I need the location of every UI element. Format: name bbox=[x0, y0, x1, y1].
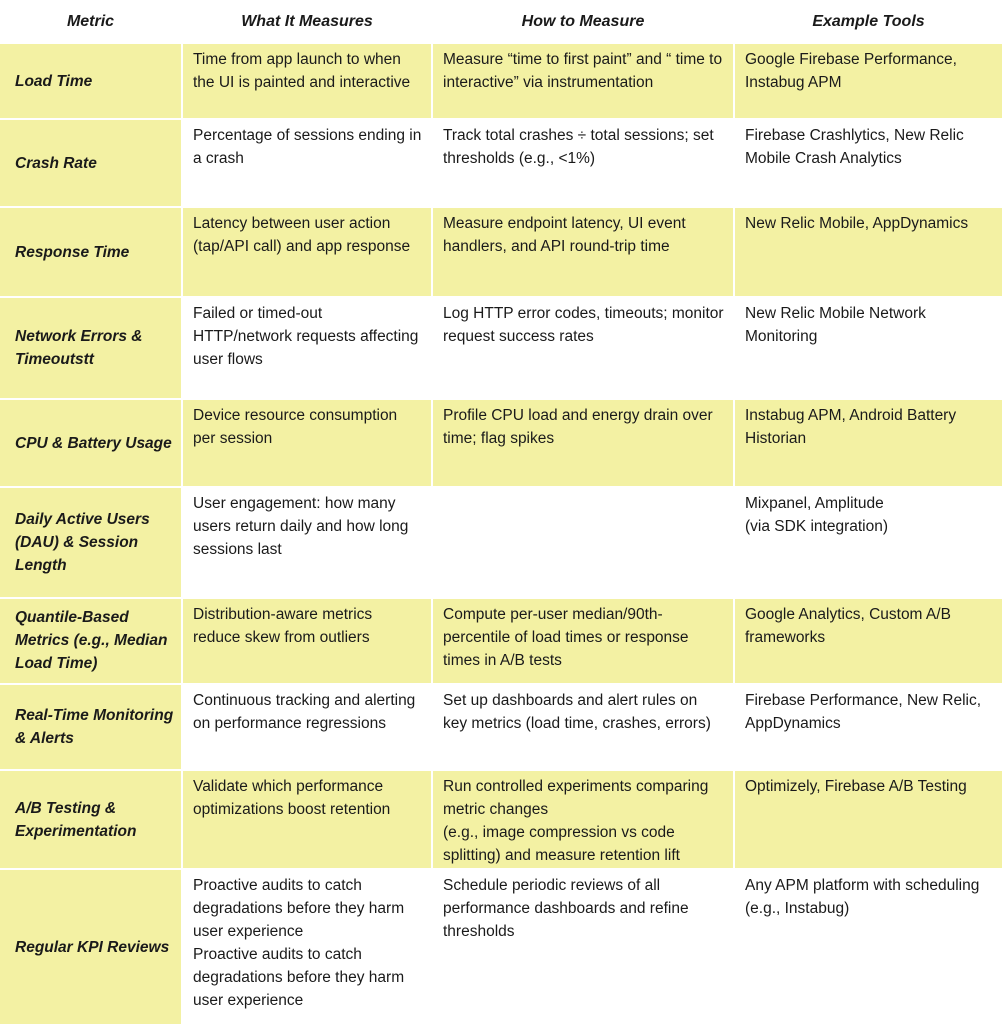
table-row bbox=[0, 207, 1003, 296]
tools-cell: New Relic Mobile Network Monitoring bbox=[734, 297, 1003, 399]
how-cell: Run controlled experiments comparing metric changes (e.g., image compression vs code splitting) and measure retention lift bbox=[432, 770, 734, 869]
metric-cell: Real-Time Monitoring & Alerts bbox=[0, 684, 182, 770]
tools-cell: Google Firebase Performance, Instabug APM bbox=[734, 43, 1003, 119]
table-row bbox=[0, 43, 1003, 119]
tools-cell: Instabug APM, Android Battery Historian bbox=[734, 399, 1003, 487]
how-cell: Profile CPU load and energy drain over time; flag spikes bbox=[432, 399, 734, 487]
how-cell: Compute per-user median/90th-percentile of load times or response times in A/B tests bbox=[432, 598, 734, 684]
table-row bbox=[0, 869, 1003, 1024]
table-row bbox=[0, 684, 1003, 770]
header-how-to-measure: How to Measure bbox=[432, 0, 734, 43]
what-cell: Percentage of sessions ending in a crash bbox=[182, 119, 432, 207]
tools-cell: Firebase Crashlytics, New Relic Mobile Crash Analytics bbox=[734, 119, 1003, 207]
what-cell: Continuous tracking and alerting on performance regressions bbox=[182, 684, 432, 770]
tools-cell: Any APM platform with scheduling (e.g., Instabug) bbox=[734, 869, 1003, 1024]
what-cell: Latency between user action (tap/API call) and app response bbox=[182, 207, 432, 296]
table-row bbox=[0, 487, 1003, 597]
what-cell: Time from app launch to when the UI is painted and interactive bbox=[182, 43, 432, 119]
header-what-it-measures: What It Measures bbox=[182, 0, 432, 43]
metric-cell: A/B Testing & Experimentation bbox=[0, 770, 182, 869]
table-row bbox=[0, 297, 1003, 399]
metric-cell: Quantile-Based Metrics (e.g., Median Load Time) bbox=[0, 598, 182, 684]
what-cell: Failed or timed-out HTTP/network requests affecting user flows bbox=[182, 297, 432, 399]
table-row bbox=[0, 770, 1003, 869]
table-row bbox=[0, 598, 1003, 684]
how-cell: Log HTTP error codes, timeouts; monitor request success rates bbox=[432, 297, 734, 399]
metric-cell: Network Errors & Timeoutstt bbox=[0, 297, 182, 399]
metric-cell: Crash Rate bbox=[0, 119, 182, 207]
header-metric: Metric bbox=[0, 0, 182, 43]
how-cell: Measure “time to first paint” and “ time to interactive” via instrumentation bbox=[432, 43, 734, 119]
header-example-tools: Example Tools bbox=[734, 0, 1003, 43]
what-cell: Validate which performance optimizations boost retention bbox=[182, 770, 432, 869]
how-cell bbox=[432, 487, 734, 597]
metric-cell: CPU & Battery Usage bbox=[0, 399, 182, 487]
metric-cell: Daily Active Users (DAU) & Session Length bbox=[0, 487, 182, 597]
tools-cell: New Relic Mobile, AppDynamics bbox=[734, 207, 1003, 296]
what-cell: Distribution-aware metrics reduce skew from outliers bbox=[182, 598, 432, 684]
table-row bbox=[0, 399, 1003, 487]
tools-cell: Optimizely, Firebase A/B Testing bbox=[734, 770, 1003, 869]
table-row bbox=[0, 119, 1003, 207]
what-cell: Proactive audits to catch degradations before they harm user experience Proactive audits to catch degradations before they harm user experience bbox=[182, 869, 432, 1024]
what-cell: User engagement: how many users return daily and how long sessions last bbox=[182, 487, 432, 597]
how-cell: Schedule periodic reviews of all performance dashboards and refine thresholds bbox=[432, 869, 734, 1024]
metric-cell: Regular KPI Reviews bbox=[0, 869, 182, 1024]
tools-cell: Mixpanel, Amplitude (via SDK integration) bbox=[734, 487, 1003, 597]
tools-cell: Google Analytics, Custom A/B frameworks bbox=[734, 598, 1003, 684]
metric-cell: Response Time bbox=[0, 207, 182, 296]
how-cell: Set up dashboards and alert rules on key metrics (load time, crashes, errors) bbox=[432, 684, 734, 770]
what-cell: Device resource consumption per session bbox=[182, 399, 432, 487]
metric-cell: Load Time bbox=[0, 43, 182, 119]
how-cell: Track total crashes ÷ total sessions; set thresholds (e.g., <1%) bbox=[432, 119, 734, 207]
tools-cell: Firebase Performance, New Relic, AppDynamics bbox=[734, 684, 1003, 770]
header-row bbox=[0, 0, 1003, 43]
how-cell: Measure endpoint latency, UI event handlers, and API round-trip time bbox=[432, 207, 734, 296]
